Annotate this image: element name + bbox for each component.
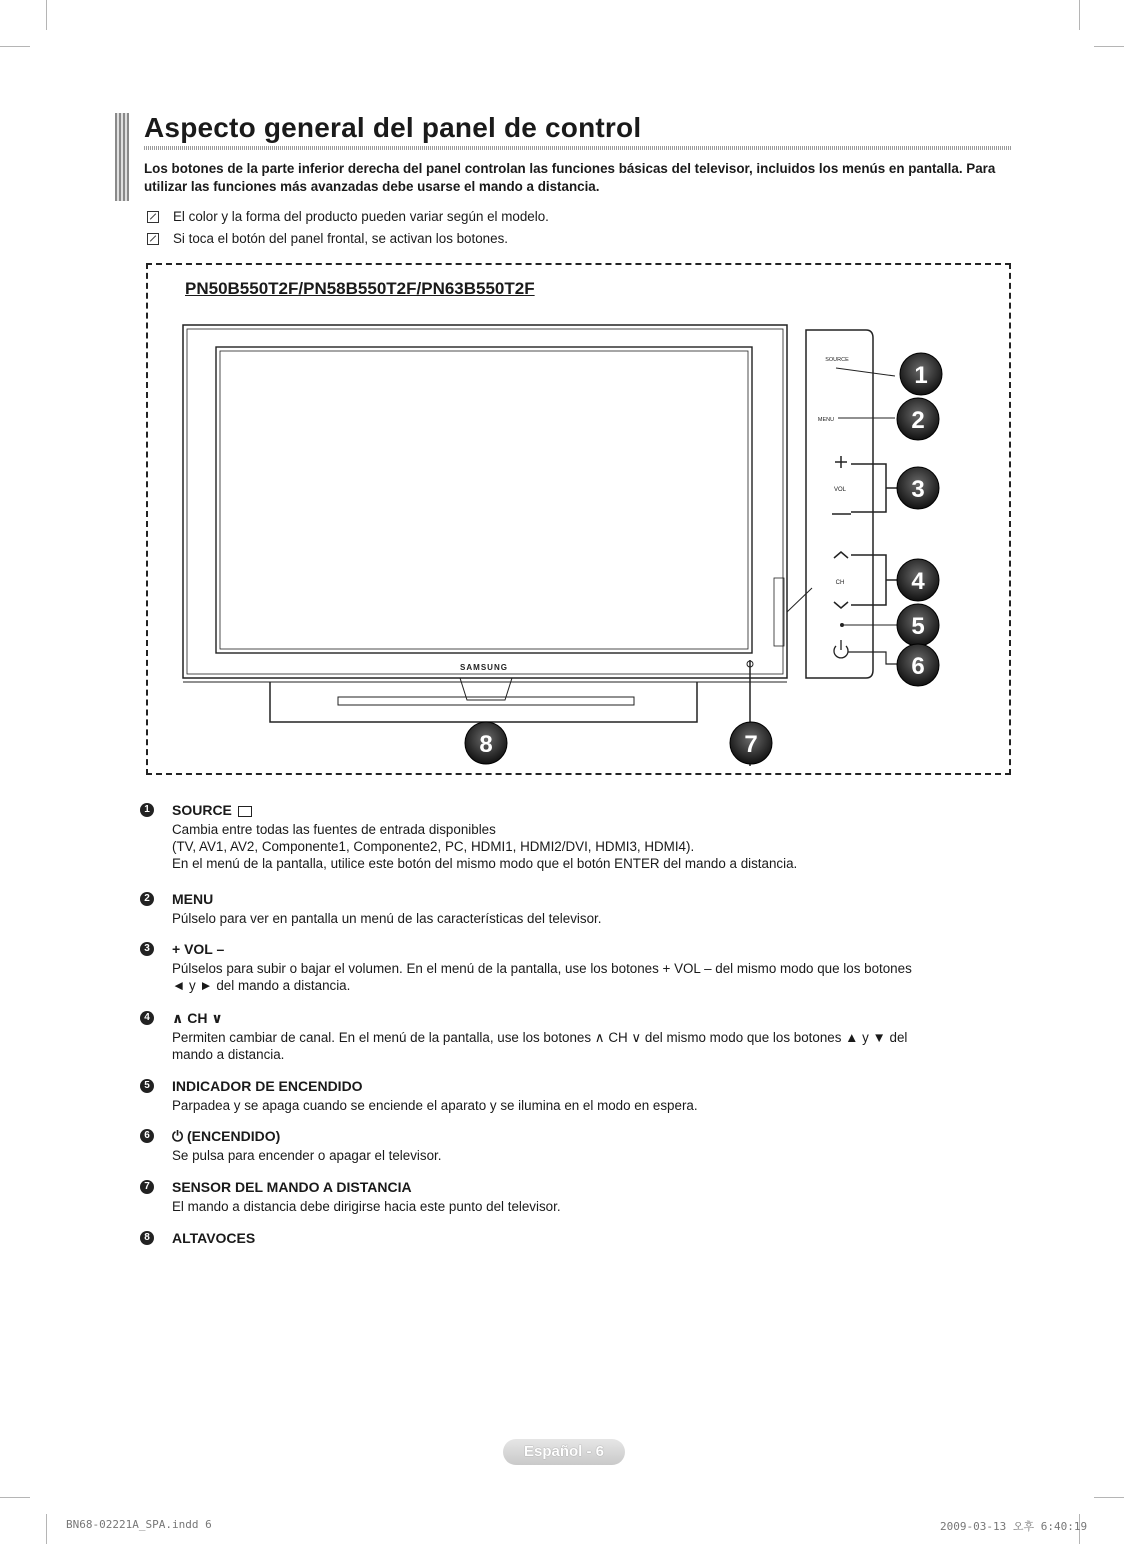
item-text: El mando a distancia debe dirigirse hacia este punto del televisor. [172, 1199, 561, 1214]
item-text: Parpadea y se apaga cuando se enciende el aparato y se ilumina en el modo en espera. [172, 1098, 698, 1113]
callout-number: 8 [479, 731, 493, 758]
item-title: ∧ CH ∨ [172, 1010, 223, 1026]
item-number: 2 [140, 892, 154, 906]
item-number: 7 [140, 1180, 154, 1194]
item-number: 4 [140, 1011, 154, 1025]
callout-2 [897, 398, 939, 440]
control-panel [806, 330, 897, 678]
crop-mark [46, 1514, 47, 1544]
callout-number: 1 [914, 362, 928, 389]
callout-number: 5 [911, 613, 925, 640]
item-number: 3 [140, 942, 154, 956]
panel-label-vol: VOL [833, 487, 847, 493]
brand-logo: SAMSUNG [460, 663, 508, 672]
source-enter-icon [238, 806, 252, 817]
callout-number: 7 [744, 731, 758, 758]
panel-label-source: SOURCE [825, 357, 849, 363]
item-title: INDICADOR DE ENCENDIDO [172, 1078, 363, 1094]
crop-mark [0, 1497, 30, 1498]
item-number: 6 [140, 1129, 154, 1143]
note-text: El color y la forma del producto pueden variar según el modelo. [173, 209, 549, 224]
item-title: SOURCE [172, 802, 252, 818]
note-text: Si toca el botón del panel frontal, se activan los botones. [173, 231, 508, 246]
panel-label-menu: MENU [817, 417, 835, 423]
print-slug-left: BN68-02221A_SPA.indd 6 [66, 1518, 212, 1531]
item-text: Púlselo para ver en pantalla un menú de las características del televisor. [172, 911, 602, 926]
item-number: 1 [140, 803, 154, 817]
item-number: 8 [140, 1231, 154, 1245]
model-numbers: PN50B550T2F/PN58B550T2F/PN63B550T2F [185, 279, 535, 298]
item-title: SENSOR DEL MANDO A DISTANCIA [172, 1179, 412, 1195]
page-number-badge: Español - 6 [503, 1439, 625, 1465]
item-text: Se pulsa para encender o apagar el televisor. [172, 1148, 442, 1163]
callout-number: 3 [911, 476, 925, 503]
tv-body [183, 325, 812, 766]
callout-number: 4 [911, 568, 925, 595]
page-title: Aspecto general del panel de control [144, 112, 642, 143]
item-text: Cambia entre todas las fuentes de entrada disponibles (TV, AV1, AV2, Componente1, Componente2, PC, HDMI1, HDMI2/DVI, HDMI3, HDMI4). En el menú de la pantalla, utilice este botón del mismo modo que el botón ENTER del mando a distancia. [172, 822, 798, 871]
intro-text: Los botones de la parte inferior derecha del panel controlan las funciones básicas del televisor, incluidos los menús en pantalla. Para utilizar las funciones más avanzadas debe usarse el mando a distancia. [144, 161, 996, 194]
callout-5 [897, 604, 939, 646]
item-title: ALTAVOCES [172, 1230, 256, 1246]
item-title: + VOL – [172, 941, 225, 957]
panel-label-ch: CH [835, 580, 845, 586]
callout-6 [897, 644, 939, 686]
callout-8 [465, 722, 507, 764]
callout-number: 6 [911, 653, 925, 680]
callout-1 [900, 353, 942, 395]
item-text: Permiten cambiar de canal. En el menú de la pantalla, use los botones ∧ CH ∨ del mismo modo que los botones ▲ y ▼ del mando a distancia. [172, 1030, 908, 1062]
callout-4 [897, 559, 939, 601]
callout-number: 2 [911, 407, 925, 434]
callout-7 [730, 722, 772, 764]
item-title: ⏻ (ENCENDIDO) [172, 1128, 281, 1144]
crop-mark [1094, 1497, 1124, 1498]
print-slug-right: 2009-03-13 오후 6:40:19 [940, 1520, 1088, 1533]
power-indicator-dot [840, 623, 844, 627]
item-number: 5 [140, 1079, 154, 1093]
item-title: MENU [172, 891, 214, 907]
callout-3 [897, 467, 939, 509]
item-text: Púlselos para subir o bajar el volumen. En el menú de la pantalla, use los botones + VOL – del mismo modo que los botones ◄ y ► del mando a distancia. [172, 961, 912, 993]
